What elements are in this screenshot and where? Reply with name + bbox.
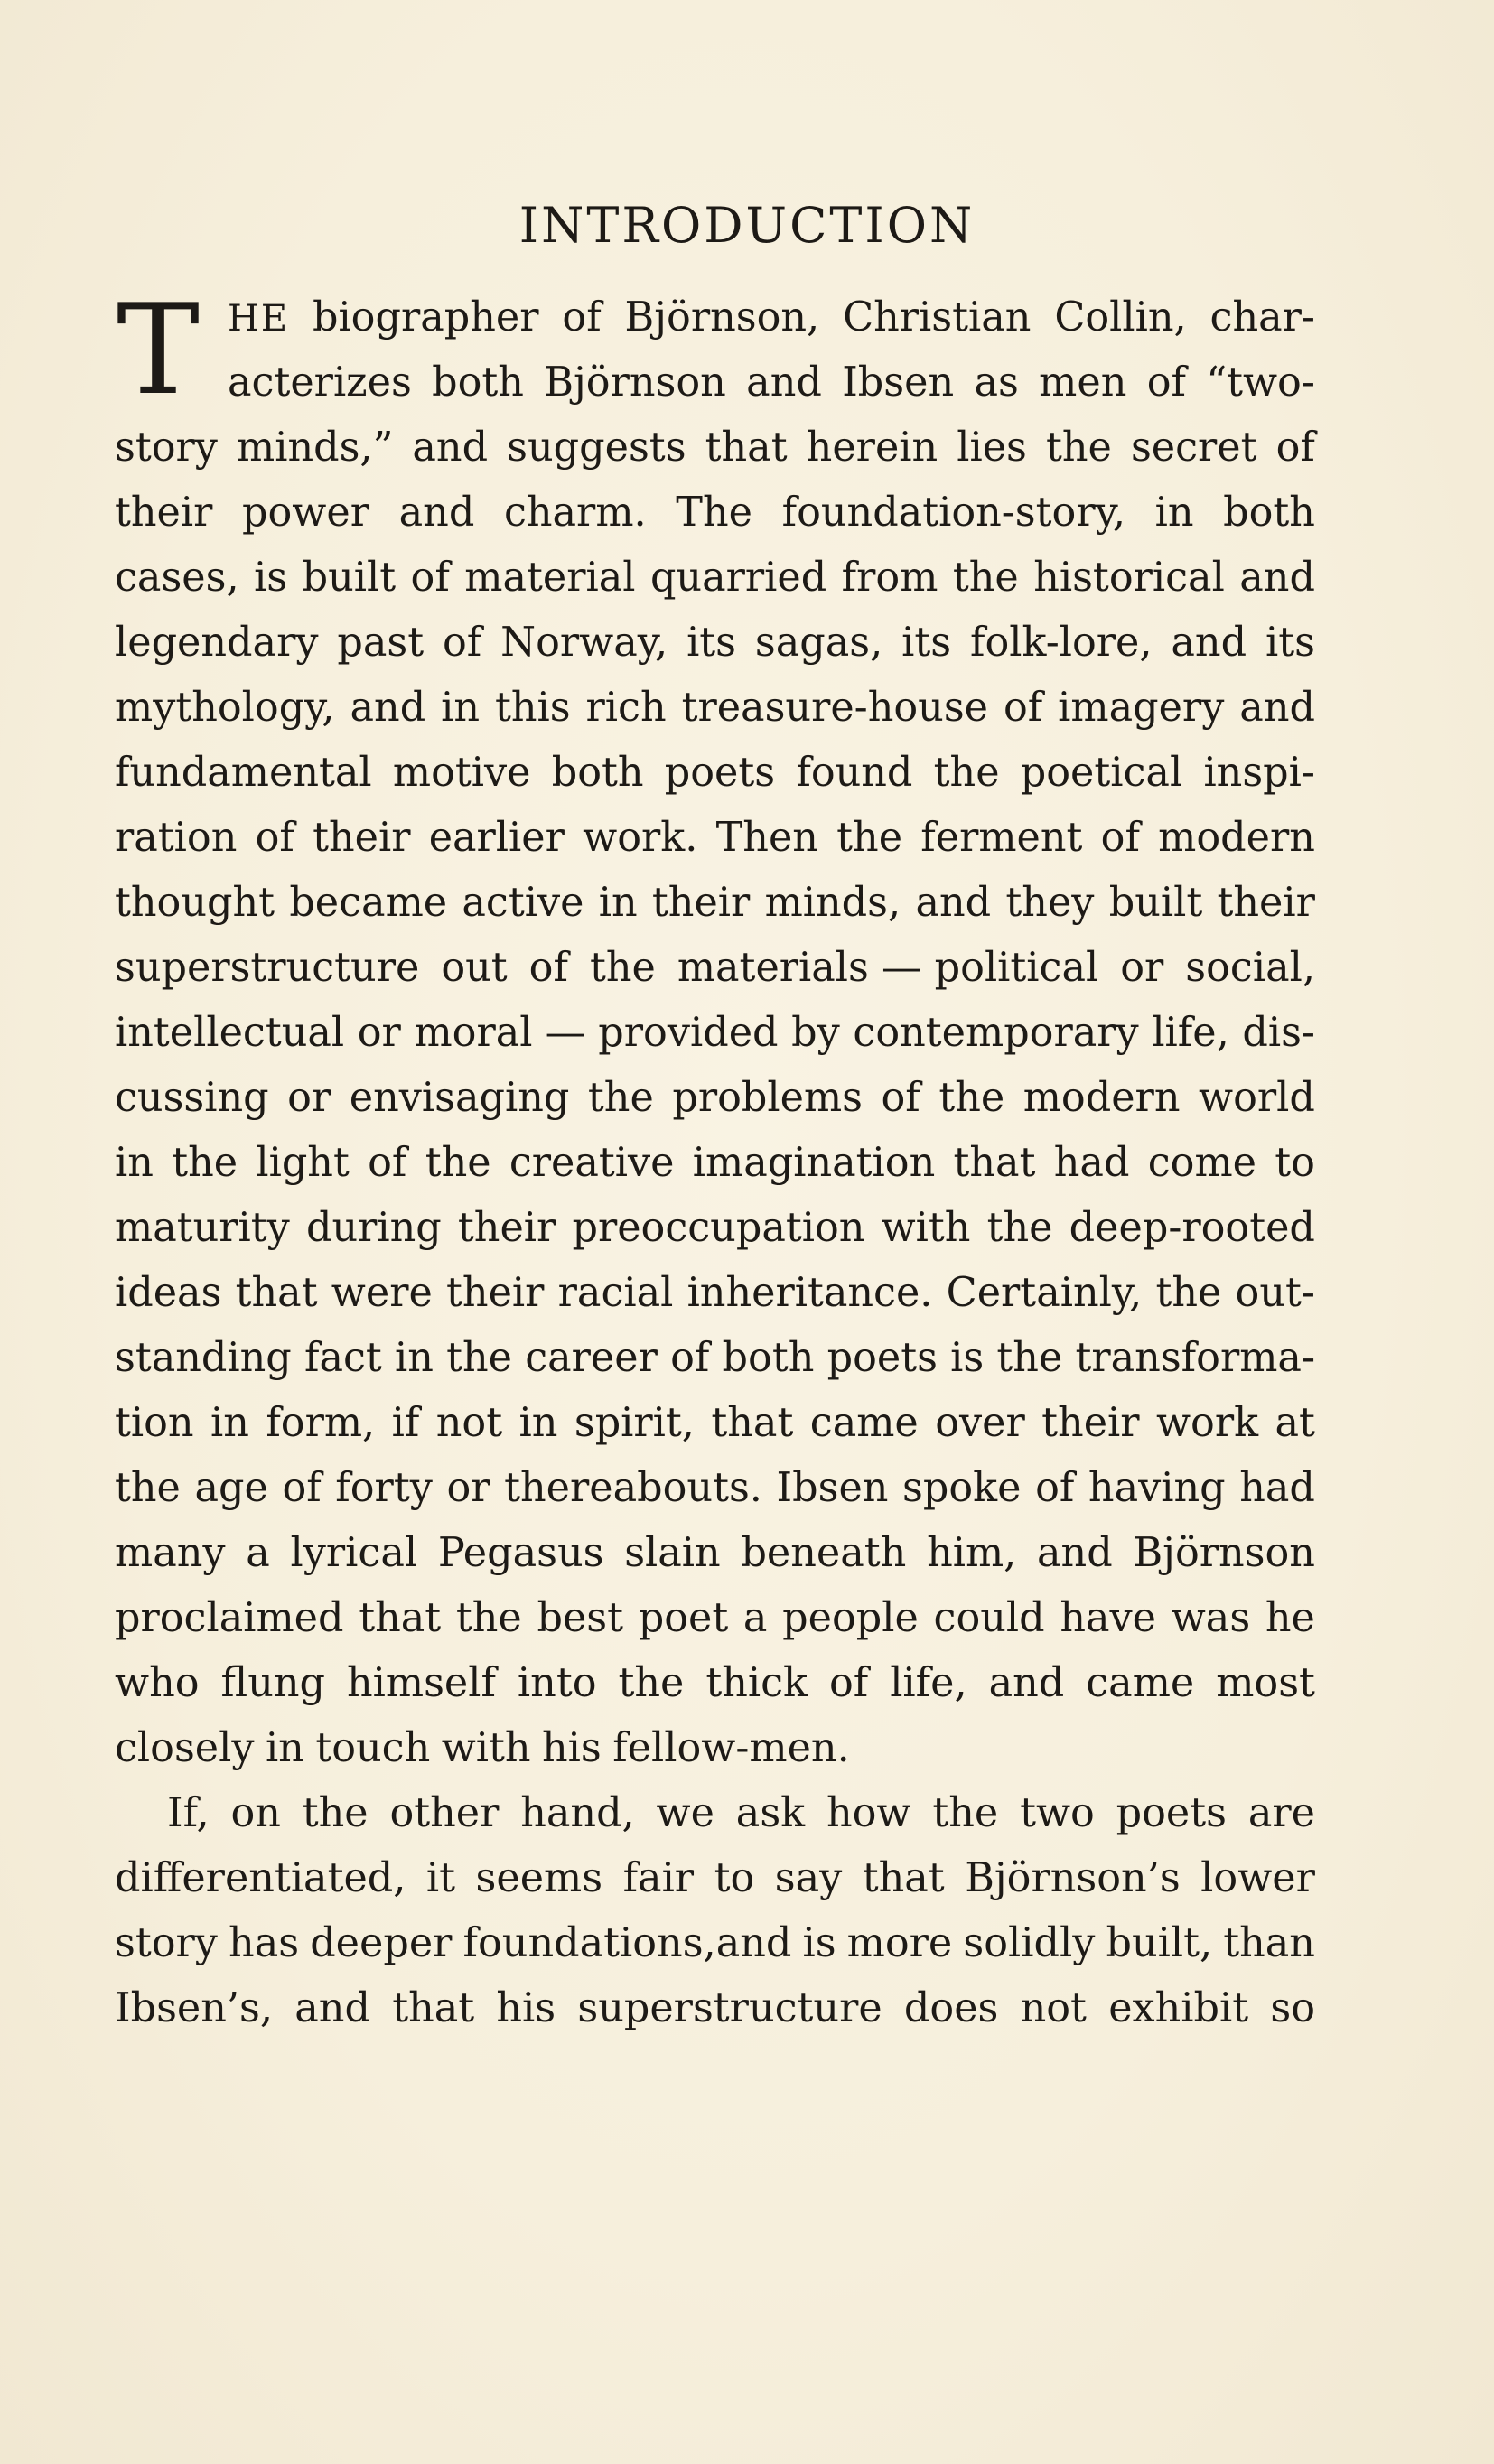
text-line: [115, 415, 1315, 481]
word: is: [254, 555, 288, 601]
text-line: [115, 871, 1315, 936]
opening-lines: [115, 277, 1315, 423]
text-line: [228, 285, 1315, 350]
word: poets: [826, 1335, 938, 1381]
word: the: [938, 1075, 1005, 1121]
word: lies: [957, 425, 1027, 471]
word: thought: [115, 880, 275, 926]
word: as: [974, 359, 1019, 406]
word: minds,”: [237, 425, 394, 471]
word: many: [115, 1530, 226, 1576]
word: the: [933, 750, 1000, 796]
word: poets: [664, 750, 776, 796]
chapter-heading: INTRODUCTION: [518, 197, 976, 254]
word: beneath: [741, 1530, 907, 1576]
word: deeper: [310, 1920, 453, 1966]
word: in: [441, 685, 481, 731]
paragraph-lines: [115, 415, 1315, 2041]
word: built,: [1106, 1920, 1213, 1966]
word: standing: [115, 1335, 292, 1381]
text-line: [115, 741, 1315, 806]
word: lyrical: [290, 1530, 418, 1576]
word: at: [1275, 1400, 1315, 1446]
text-line: [115, 936, 1315, 1001]
word: folk-lore,: [970, 620, 1153, 666]
word: are: [1247, 1790, 1315, 1836]
word: their: [457, 1205, 556, 1251]
word: Then: [715, 815, 818, 861]
word: has: [229, 1920, 300, 1966]
text-line: [115, 1846, 1315, 1911]
word: light: [256, 1140, 350, 1186]
word: and: [915, 880, 992, 926]
word: and: [1171, 620, 1247, 666]
word: does: [903, 1985, 999, 2031]
word: charm.: [503, 490, 647, 536]
word: not: [1020, 1985, 1087, 2031]
word: into: [517, 1660, 597, 1706]
word: had: [1239, 1465, 1315, 1511]
word: fact: [303, 1335, 382, 1381]
word: and: [1239, 685, 1315, 731]
word: modern: [1158, 815, 1315, 861]
word: past: [337, 620, 425, 666]
word: and: [398, 490, 475, 536]
word: solidly: [963, 1920, 1096, 1966]
word: and: [1037, 1530, 1113, 1576]
word: the: [1045, 425, 1112, 471]
word: they: [1005, 880, 1095, 926]
word: of: [828, 1660, 869, 1706]
word: that: [392, 1985, 475, 2031]
text-line: [115, 1131, 1315, 1196]
word: its: [686, 620, 737, 666]
word: seems: [475, 1855, 603, 1901]
word: Björnson: [544, 359, 726, 406]
word: thereabouts.: [504, 1465, 762, 1511]
word: form,: [266, 1400, 376, 1446]
word: forty: [335, 1465, 433, 1511]
word: Ibsen’s,: [115, 1985, 274, 2031]
word: or: [1120, 945, 1164, 991]
word: of: [1275, 425, 1315, 471]
word: came: [809, 1400, 919, 1446]
word: inheritance.: [686, 1270, 933, 1316]
word: in: [395, 1335, 434, 1381]
word: out-: [1235, 1270, 1315, 1316]
word: and: [1239, 555, 1315, 601]
word: foundations,and: [462, 1920, 792, 1966]
word: or: [287, 1075, 331, 1121]
word: secret: [1130, 425, 1257, 471]
word: moral — provided: [414, 1010, 779, 1056]
word: the: [589, 945, 656, 991]
word: is: [802, 1920, 836, 1966]
text-line: [115, 806, 1315, 871]
word: Björnson: [1133, 1530, 1315, 1576]
word: became: [289, 880, 448, 926]
word: quarried: [649, 555, 827, 601]
word: the: [302, 1790, 369, 1836]
word: Certainly,: [946, 1270, 1143, 1316]
word: the: [446, 1335, 512, 1381]
word: char-: [1209, 294, 1315, 341]
word: flung: [220, 1660, 326, 1706]
word: a: [742, 1595, 768, 1641]
word: their: [1217, 880, 1315, 926]
word: superstructure: [115, 945, 420, 991]
text-line: [115, 1066, 1315, 1131]
word: men: [1039, 359, 1127, 406]
word: he: [1265, 1595, 1315, 1641]
word: most: [1216, 1660, 1315, 1706]
word: Pegasus: [437, 1530, 604, 1576]
word: sagas,: [754, 620, 883, 666]
word: life,: [890, 1660, 967, 1706]
word: or: [446, 1465, 490, 1511]
word: lower: [1200, 1855, 1315, 1901]
word: transforma-: [1075, 1335, 1315, 1381]
word: say: [774, 1855, 843, 1901]
word: its: [1265, 620, 1315, 666]
word: intellectual: [115, 1010, 345, 1056]
word: with: [881, 1205, 971, 1251]
word: more: [846, 1920, 953, 1966]
word: have: [1060, 1595, 1156, 1641]
word: both: [432, 359, 524, 406]
word: motive: [392, 750, 531, 796]
word: both: [722, 1335, 815, 1381]
word: of: [255, 815, 294, 861]
text-line: [115, 546, 1315, 611]
word: of: [1003, 685, 1043, 731]
word: the: [587, 1075, 654, 1121]
word: than: [1223, 1920, 1315, 1966]
text-line: [115, 1781, 1315, 1846]
word: inspi-: [1203, 750, 1315, 796]
word: of: [1035, 1465, 1075, 1511]
word: of: [1100, 815, 1140, 861]
word: its: [901, 620, 952, 666]
word: rich: [585, 685, 667, 731]
word: of: [443, 620, 482, 666]
word: work.: [583, 815, 698, 861]
word: the: [425, 1140, 491, 1186]
word: not: [435, 1400, 503, 1446]
word: came: [1086, 1660, 1195, 1706]
text-line: [115, 1196, 1315, 1261]
text-line: [115, 1651, 1315, 1716]
text-line: [115, 1716, 1315, 1781]
text-line: [115, 1976, 1315, 2041]
word: fellow-men.: [612, 1725, 850, 1771]
drop-cap: T: [117, 277, 201, 423]
word: was: [1171, 1595, 1251, 1641]
text-line: [228, 350, 1315, 415]
word: that: [711, 1400, 794, 1446]
word: mythology,: [115, 685, 335, 731]
word: the: [932, 1790, 999, 1836]
word: him,: [927, 1530, 1017, 1576]
text-line: [115, 676, 1315, 741]
word: in: [598, 880, 638, 926]
word: Ibsen: [842, 359, 955, 406]
word: both: [1223, 490, 1315, 536]
word: material: [464, 555, 636, 601]
word: creative: [509, 1140, 675, 1186]
word: minds,: [764, 880, 901, 926]
word: himself: [346, 1660, 496, 1706]
word: spirit,: [574, 1400, 695, 1446]
word: so: [1270, 1985, 1315, 2031]
word: and: [412, 425, 489, 471]
word: Christian: [843, 294, 1032, 341]
word: power: [242, 490, 369, 536]
word: two: [1020, 1790, 1095, 1836]
word: a: [246, 1530, 270, 1576]
word: were: [331, 1270, 433, 1316]
word: of: [368, 1140, 407, 1186]
word: and: [294, 1985, 370, 2031]
word: that: [953, 1140, 1036, 1186]
word: closely: [115, 1725, 255, 1771]
word: could: [933, 1595, 1045, 1641]
word: ask: [735, 1790, 806, 1836]
word: come: [1147, 1140, 1256, 1186]
word: envisaging: [349, 1075, 570, 1121]
word: in: [518, 1400, 558, 1446]
word: imagery: [1058, 685, 1225, 731]
word: built: [302, 555, 397, 601]
word: imagination: [692, 1140, 936, 1186]
word: that: [235, 1270, 318, 1316]
word: in: [1154, 490, 1194, 536]
word: that: [359, 1595, 442, 1641]
word: their: [446, 1270, 545, 1316]
word: of: [881, 1075, 920, 1121]
word: Collin,: [1054, 294, 1187, 341]
word: legendary: [115, 620, 319, 666]
word: career: [525, 1335, 658, 1381]
word: cussing: [115, 1075, 269, 1121]
word: problems: [672, 1075, 863, 1121]
text-line: [115, 1261, 1315, 1326]
word: the: [952, 555, 1019, 601]
word: their: [651, 880, 751, 926]
word: and: [350, 685, 426, 731]
word: deep-rooted: [1069, 1205, 1315, 1251]
word: in: [210, 1400, 249, 1446]
word: materials — political: [677, 945, 1099, 991]
word: suggests: [507, 425, 686, 471]
word: over: [935, 1400, 1025, 1446]
word: the: [115, 1465, 181, 1511]
word: their: [1041, 1400, 1140, 1446]
word: fair: [622, 1855, 695, 1901]
word: it: [425, 1855, 456, 1901]
text-line: [115, 1521, 1315, 1586]
word: earlier: [428, 815, 565, 861]
word: best: [537, 1595, 624, 1641]
word: this: [494, 685, 571, 731]
word: of: [670, 1335, 710, 1381]
word: the: [986, 1205, 1053, 1251]
word: to: [714, 1855, 755, 1901]
word: the: [618, 1660, 685, 1706]
word: with: [441, 1725, 531, 1771]
word: of: [1146, 359, 1186, 406]
word: their: [313, 815, 411, 861]
word: had: [1053, 1140, 1130, 1186]
text-line: [115, 481, 1315, 546]
word: poets: [1116, 1790, 1227, 1836]
word: of: [282, 1465, 322, 1511]
word: treasure-house: [681, 685, 989, 731]
word: life,: [1152, 1010, 1229, 1056]
word: maturity: [115, 1205, 290, 1251]
word: his: [496, 1985, 556, 2031]
word: and: [746, 359, 822, 406]
word: people: [782, 1595, 919, 1641]
word: active: [462, 880, 584, 926]
word: differentiated,: [115, 1855, 406, 1901]
word: age: [194, 1465, 268, 1511]
word: the: [172, 1140, 238, 1186]
text-line: [115, 611, 1315, 676]
word: touch: [315, 1725, 431, 1771]
word: world: [1199, 1075, 1315, 1121]
text-line: [115, 1391, 1315, 1456]
word: on: [230, 1790, 281, 1836]
word: who: [115, 1660, 200, 1706]
word: by: [791, 1010, 840, 1056]
word: Björnson,: [624, 294, 820, 341]
word: exhibit: [1108, 1985, 1249, 2031]
word: The: [676, 490, 752, 536]
word: tion: [115, 1400, 194, 1446]
word: out: [441, 945, 508, 991]
word: or: [357, 1010, 401, 1056]
text-line: [115, 1001, 1315, 1066]
word: of: [528, 945, 568, 991]
word: work: [1155, 1400, 1259, 1446]
word: story: [115, 425, 218, 471]
word: historical: [1033, 555, 1225, 601]
text-line: [115, 1326, 1315, 1391]
word: found: [796, 750, 913, 796]
text-line: [115, 1586, 1315, 1651]
word: in: [265, 1725, 304, 1771]
word: other: [389, 1790, 500, 1836]
word: poetical: [1020, 750, 1183, 796]
word: in: [115, 1140, 154, 1186]
word: Norway,: [500, 620, 668, 666]
word: fundamental: [115, 750, 372, 796]
word: If,: [167, 1790, 210, 1836]
word: slain: [624, 1530, 721, 1576]
word: spoke: [902, 1465, 1022, 1511]
word: during: [305, 1205, 442, 1251]
word: ideas: [115, 1270, 222, 1316]
word: racial: [557, 1270, 674, 1316]
word: the: [1155, 1270, 1222, 1316]
body-text: [115, 277, 1315, 2041]
word: poet: [638, 1595, 729, 1641]
word: dis-: [1242, 1010, 1315, 1056]
text-line: [115, 1911, 1315, 1976]
word: having: [1088, 1465, 1226, 1511]
word: we: [656, 1790, 714, 1836]
word: biographer: [312, 294, 539, 341]
word: from: [841, 555, 938, 601]
word: how: [826, 1790, 911, 1836]
word: that: [705, 425, 788, 471]
word: Ibsen: [776, 1465, 889, 1511]
word: superstructure: [577, 1985, 882, 2031]
word: their: [115, 490, 213, 536]
text-line: [115, 1456, 1315, 1521]
word: both: [551, 750, 644, 796]
word: hand,: [520, 1790, 635, 1836]
word: acterizes: [228, 359, 412, 406]
word: of: [562, 294, 602, 341]
word: and: [988, 1660, 1065, 1706]
word: the: [455, 1595, 522, 1641]
word: the: [836, 815, 903, 861]
word: HE: [228, 298, 290, 340]
word: of: [410, 555, 450, 601]
word: preoccupation: [572, 1205, 865, 1251]
word: if: [391, 1400, 420, 1446]
word: social,: [1185, 945, 1315, 991]
word: story: [115, 1920, 218, 1966]
word: the: [996, 1335, 1063, 1381]
word: “two-: [1206, 359, 1315, 406]
word: foundation-story,: [781, 490, 1125, 536]
word: that: [862, 1855, 945, 1901]
word: cases,: [115, 555, 239, 601]
word: ration: [115, 815, 238, 861]
word: thick: [705, 1660, 808, 1706]
word: Björnson’s: [965, 1855, 1181, 1901]
word: his: [542, 1725, 602, 1771]
word: built: [1108, 880, 1203, 926]
word: is: [950, 1335, 985, 1381]
word: modern: [1022, 1075, 1181, 1121]
word: proclaimed: [115, 1595, 344, 1641]
word: ferment: [920, 815, 1083, 861]
word: herein: [806, 425, 938, 471]
word: to: [1275, 1140, 1315, 1186]
word: contemporary: [853, 1010, 1139, 1056]
